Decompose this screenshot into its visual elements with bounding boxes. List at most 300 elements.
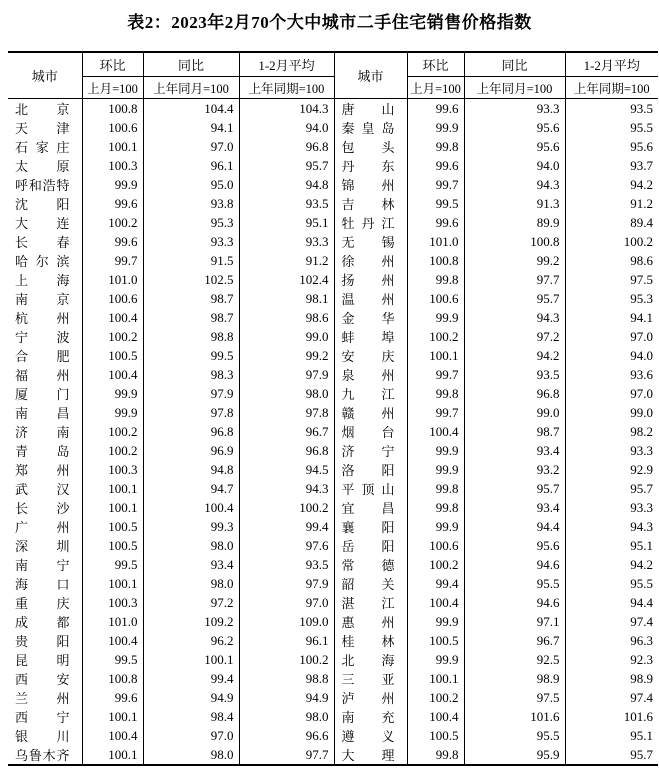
table-row <box>8 384 658 403</box>
city-name: 泉州 <box>334 365 407 384</box>
table-row <box>8 726 658 745</box>
mom-value: 100.6 <box>82 118 143 137</box>
yoy-value: 94.0 <box>464 156 565 175</box>
avg-value: 98.0 <box>239 384 334 403</box>
mom-value: 100.6 <box>82 289 143 308</box>
header-yoy-base-right: 上年同月=100 <box>464 77 565 99</box>
mom-value: 99.9 <box>82 403 143 422</box>
avg-value: 96.8 <box>239 137 334 156</box>
avg-value: 98.9 <box>630 670 653 686</box>
avg-value: 95.6 <box>630 138 653 154</box>
city-name: 唐山 <box>334 99 407 119</box>
avg-value: 99.4 <box>239 517 334 536</box>
mom-value: 100.6 <box>407 289 464 308</box>
mom-value: 100.5 <box>407 631 464 650</box>
avg-value: 93.3 <box>239 232 334 251</box>
avg-value: 95.7 <box>630 746 653 762</box>
avg-value: 94.8 <box>239 175 334 194</box>
yoy-value: 95.7 <box>464 479 565 498</box>
city-name: 大连 <box>8 213 82 232</box>
mom-value: 100.4 <box>82 308 143 327</box>
avg-value: 96.1 <box>239 631 334 650</box>
table-body <box>8 99 658 766</box>
table-row <box>8 422 658 441</box>
yoy-value: 98.0 <box>143 745 239 765</box>
avg-value: 93.5 <box>239 194 334 213</box>
yoy-value: 99.5 <box>143 346 239 365</box>
yoy-value: 98.8 <box>143 327 239 346</box>
avg-value: 95.5 <box>630 575 653 591</box>
avg-value: 97.4 <box>630 613 653 629</box>
table-row <box>8 669 658 688</box>
city-name: 西安 <box>8 669 82 688</box>
yoy-value: 100.8 <box>464 232 565 251</box>
city-name: 兰州 <box>8 688 82 707</box>
yoy-value: 97.2 <box>464 327 565 346</box>
mom-value: 100.2 <box>407 327 464 346</box>
yoy-value: 109.2 <box>143 612 239 631</box>
city-name: 常德 <box>334 555 407 574</box>
mom-value: 100.4 <box>407 707 464 726</box>
yoy-value: 95.9 <box>464 745 565 765</box>
city-name: 天津 <box>8 118 82 137</box>
mom-value: 100.8 <box>407 251 464 270</box>
mom-value: 100.1 <box>82 707 143 726</box>
city-name: 九江 <box>334 384 407 403</box>
city-name: 沈阳 <box>8 194 82 213</box>
city-name: 南昌 <box>8 403 82 422</box>
avg-value: 95.7 <box>239 156 334 175</box>
mom-value: 100.6 <box>407 536 464 555</box>
mom-value: 100.2 <box>407 688 464 707</box>
city-name: 遵义 <box>334 726 407 745</box>
avg-value: 94.0 <box>630 347 653 363</box>
yoy-value: 97.1 <box>464 612 565 631</box>
city-name: 呼和浩特 <box>8 175 82 194</box>
avg-value: 96.7 <box>239 422 334 441</box>
avg-value: 100.2 <box>239 498 334 517</box>
table-row <box>8 175 658 194</box>
city-name: 哈尔滨 <box>8 251 82 270</box>
mom-value: 100.4 <box>82 631 143 650</box>
yoy-value: 97.5 <box>464 688 565 707</box>
city-name: 济宁 <box>334 441 407 460</box>
city-name: 烟台 <box>334 422 407 441</box>
city-name: 蚌埠 <box>334 327 407 346</box>
city-name: 桂林 <box>334 631 407 650</box>
header-mom-base-left: 上月=100 <box>82 77 143 99</box>
yoy-value: 98.3 <box>143 365 239 384</box>
city-name: 太原 <box>8 156 82 175</box>
table-row <box>8 327 658 346</box>
city-name: 郑州 <box>8 460 82 479</box>
avg-value: 94.9 <box>239 688 334 707</box>
city-name: 吉林 <box>334 194 407 213</box>
mom-value: 99.9 <box>407 460 464 479</box>
yoy-value: 100.1 <box>143 650 239 669</box>
mom-value: 99.8 <box>407 498 464 517</box>
mom-value: 99.8 <box>407 137 464 156</box>
mom-value: 100.2 <box>82 441 143 460</box>
city-name: 襄阳 <box>334 517 407 536</box>
mom-value: 99.4 <box>407 574 464 593</box>
city-name: 岳阳 <box>334 536 407 555</box>
city-name: 温州 <box>334 289 407 308</box>
city-name: 长沙 <box>8 498 82 517</box>
table-row <box>8 612 658 631</box>
city-name: 安庆 <box>334 346 407 365</box>
city-name: 合肥 <box>8 346 82 365</box>
avg-value: 97.5 <box>630 271 653 287</box>
table-row <box>8 232 658 251</box>
city-name: 深圳 <box>8 536 82 555</box>
avg-value: 95.5 <box>630 119 653 135</box>
yoy-value: 93.3 <box>464 99 565 119</box>
city-name: 扬州 <box>334 270 407 289</box>
mom-value: 101.0 <box>82 612 143 631</box>
yoy-value: 97.2 <box>143 593 239 612</box>
yoy-value: 97.9 <box>143 384 239 403</box>
city-name: 平顶山 <box>334 479 407 498</box>
header-mom-left: 环比 <box>82 52 143 77</box>
yoy-value: 94.2 <box>464 346 565 365</box>
avg-value: 98.2 <box>630 423 653 439</box>
yoy-value: 95.6 <box>464 536 565 555</box>
avg-value: 94.4 <box>630 594 653 610</box>
table-row <box>8 137 658 156</box>
yoy-value: 95.5 <box>464 726 565 745</box>
header-avg-right: 1-2月平均 <box>565 52 658 77</box>
mom-value: 99.5 <box>407 194 464 213</box>
avg-value: 95.1 <box>630 727 653 743</box>
city-name: 青岛 <box>8 441 82 460</box>
avg-value: 98.8 <box>239 669 334 688</box>
table-row <box>8 555 658 574</box>
mom-value: 99.9 <box>407 118 464 137</box>
yoy-value: 104.4 <box>143 99 239 119</box>
mom-value: 99.6 <box>82 232 143 251</box>
city-name: 北京 <box>8 99 82 119</box>
city-name: 锦州 <box>334 175 407 194</box>
yoy-value: 94.4 <box>464 517 565 536</box>
yoy-value: 98.0 <box>143 536 239 555</box>
city-name: 南京 <box>8 289 82 308</box>
mom-value: 99.7 <box>407 403 464 422</box>
table-row <box>8 270 658 289</box>
mom-value: 100.3 <box>82 156 143 175</box>
avg-value: 99.2 <box>239 346 334 365</box>
city-name: 无锡 <box>334 232 407 251</box>
mom-value: 100.8 <box>82 669 143 688</box>
table-row <box>8 251 658 270</box>
table-row <box>8 517 658 536</box>
city-name: 厦门 <box>8 384 82 403</box>
table-row <box>8 688 658 707</box>
avg-value: 89.4 <box>630 214 653 230</box>
avg-value: 95.1 <box>630 537 653 553</box>
city-name: 石家庄 <box>8 137 82 156</box>
table-row <box>8 707 658 726</box>
yoy-value: 95.0 <box>143 175 239 194</box>
mom-value: 99.6 <box>407 99 464 119</box>
avg-value: 97.7 <box>239 745 334 765</box>
avg-value: 97.0 <box>630 385 653 401</box>
avg-value: 97.6 <box>239 536 334 555</box>
yoy-value: 97.7 <box>464 270 565 289</box>
mom-value: 99.7 <box>82 251 143 270</box>
avg-value: 100.2 <box>623 233 653 249</box>
yoy-value: 95.7 <box>464 289 565 308</box>
mom-value: 101.0 <box>82 270 143 289</box>
mom-value: 100.1 <box>82 479 143 498</box>
avg-value: 97.0 <box>239 593 334 612</box>
mom-value: 99.8 <box>407 745 464 765</box>
avg-value: 99.0 <box>630 404 653 420</box>
yoy-value: 98.7 <box>143 289 239 308</box>
yoy-value: 98.7 <box>464 422 565 441</box>
city-name: 杭州 <box>8 308 82 327</box>
table-row <box>8 479 658 498</box>
yoy-value: 95.3 <box>143 213 239 232</box>
mom-value: 100.3 <box>82 593 143 612</box>
table-header <box>8 52 658 99</box>
mom-value: 100.3 <box>82 460 143 479</box>
city-name: 西宁 <box>8 707 82 726</box>
yoy-value: 97.0 <box>143 726 239 745</box>
avg-value: 93.3 <box>630 442 653 458</box>
avg-value: 92.9 <box>630 461 653 477</box>
yoy-value: 94.6 <box>464 593 565 612</box>
yoy-value: 91.5 <box>143 251 239 270</box>
city-name: 北海 <box>334 650 407 669</box>
table-row <box>8 156 658 175</box>
city-name: 湛江 <box>334 593 407 612</box>
yoy-value: 92.5 <box>464 650 565 669</box>
yoy-value: 93.4 <box>143 555 239 574</box>
avg-value: 96.3 <box>630 632 653 648</box>
yoy-value: 93.5 <box>464 365 565 384</box>
avg-value: 94.1 <box>630 309 653 325</box>
city-name: 泸州 <box>334 688 407 707</box>
yoy-value: 99.2 <box>464 251 565 270</box>
yoy-value: 94.8 <box>143 460 239 479</box>
city-name: 牡丹江 <box>334 213 407 232</box>
avg-value: 97.9 <box>239 365 334 384</box>
header-avg-base-left: 上年同期=100 <box>239 77 334 99</box>
mom-value: 99.5 <box>82 650 143 669</box>
table-row <box>8 194 658 213</box>
avg-value: 92.3 <box>630 651 653 667</box>
table-row <box>8 745 658 765</box>
mom-value: 100.2 <box>407 555 464 574</box>
avg-value: 95.7 <box>630 480 653 496</box>
avg-value: 93.3 <box>630 499 653 515</box>
yoy-value: 94.6 <box>464 555 565 574</box>
mom-value: 99.9 <box>407 517 464 536</box>
yoy-value: 99.4 <box>143 669 239 688</box>
mom-value: 99.9 <box>82 175 143 194</box>
city-name: 三亚 <box>334 669 407 688</box>
table-row <box>8 289 658 308</box>
mom-value: 100.2 <box>82 422 143 441</box>
table-row <box>8 118 658 137</box>
city-name: 乌鲁木齐 <box>8 745 82 765</box>
header-avg-base-right: 上年同期=100 <box>565 77 658 99</box>
header-yoy-right: 同比 <box>464 52 565 77</box>
city-name: 南充 <box>334 707 407 726</box>
table-row <box>8 403 658 422</box>
avg-value: 97.0 <box>630 328 653 344</box>
yoy-value: 98.0 <box>143 574 239 593</box>
mom-value: 101.0 <box>407 232 464 251</box>
avg-value: 99.0 <box>239 327 334 346</box>
table-row <box>8 365 658 384</box>
avg-value: 102.4 <box>239 270 334 289</box>
yoy-value: 96.8 <box>464 384 565 403</box>
header-mom-base-right: 上月=100 <box>407 77 464 99</box>
avg-value: 100.2 <box>239 650 334 669</box>
header-mom-right: 环比 <box>407 52 464 77</box>
table-row <box>8 631 658 650</box>
avg-value: 95.1 <box>239 213 334 232</box>
mom-value: 99.9 <box>407 308 464 327</box>
mom-value: 100.1 <box>82 745 143 765</box>
header-avg-left: 1-2月平均 <box>239 52 334 77</box>
header-yoy-left: 同比 <box>143 52 239 77</box>
mom-value: 100.4 <box>82 726 143 745</box>
yoy-value: 96.8 <box>143 422 239 441</box>
yoy-value: 101.6 <box>464 707 565 726</box>
avg-value: 94.3 <box>239 479 334 498</box>
table-row <box>8 99 658 119</box>
mom-value: 99.9 <box>407 612 464 631</box>
city-name: 武汉 <box>8 479 82 498</box>
avg-value: 98.0 <box>239 707 334 726</box>
yoy-value: 97.0 <box>143 137 239 156</box>
table-row <box>8 498 658 517</box>
mom-value: 100.5 <box>82 517 143 536</box>
mom-value: 100.5 <box>82 536 143 555</box>
mom-value: 100.2 <box>82 327 143 346</box>
yoy-value: 94.1 <box>143 118 239 137</box>
mom-value: 99.6 <box>407 156 464 175</box>
yoy-value: 91.3 <box>464 194 565 213</box>
city-name: 包头 <box>334 137 407 156</box>
yoy-value: 99.3 <box>143 517 239 536</box>
avg-value: 96.6 <box>239 726 334 745</box>
table-row <box>8 308 658 327</box>
city-name: 金华 <box>334 308 407 327</box>
avg-value: 93.5 <box>239 555 334 574</box>
city-name: 重庆 <box>8 593 82 612</box>
yoy-value: 94.3 <box>464 175 565 194</box>
city-name: 福州 <box>8 365 82 384</box>
avg-value: 96.8 <box>239 441 334 460</box>
mom-value: 99.7 <box>407 175 464 194</box>
avg-value: 98.1 <box>239 289 334 308</box>
city-name: 海口 <box>8 574 82 593</box>
city-name: 南宁 <box>8 555 82 574</box>
mom-value: 99.6 <box>407 213 464 232</box>
mom-value: 100.5 <box>82 346 143 365</box>
avg-value: 109.0 <box>239 612 334 631</box>
mom-value: 99.6 <box>82 194 143 213</box>
avg-value: 95.3 <box>630 290 653 306</box>
yoy-value: 94.7 <box>143 479 239 498</box>
mom-value: 100.4 <box>407 593 464 612</box>
city-name: 长春 <box>8 232 82 251</box>
avg-value: 97.8 <box>239 403 334 422</box>
mom-value: 99.7 <box>407 365 464 384</box>
yoy-value: 93.8 <box>143 194 239 213</box>
mom-value: 100.1 <box>407 669 464 688</box>
yoy-value: 95.6 <box>464 118 565 137</box>
city-name: 宁波 <box>8 327 82 346</box>
city-name: 秦皇岛 <box>334 118 407 137</box>
mom-value: 99.9 <box>82 384 143 403</box>
city-name: 韶关 <box>334 574 407 593</box>
yoy-value: 100.4 <box>143 498 239 517</box>
yoy-value: 97.8 <box>143 403 239 422</box>
yoy-value: 93.4 <box>464 441 565 460</box>
city-name: 上海 <box>8 270 82 289</box>
table-row <box>8 536 658 555</box>
yoy-value: 98.4 <box>143 707 239 726</box>
mom-value: 99.8 <box>407 479 464 498</box>
yoy-value: 95.5 <box>464 574 565 593</box>
yoy-value: 93.4 <box>464 498 565 517</box>
avg-value: 93.7 <box>630 157 653 173</box>
avg-value: 104.3 <box>239 99 334 119</box>
yoy-value: 93.2 <box>464 460 565 479</box>
mom-value: 99.9 <box>407 441 464 460</box>
mom-value: 100.4 <box>82 365 143 384</box>
avg-value: 94.2 <box>630 176 653 192</box>
city-name: 徐州 <box>334 251 407 270</box>
city-name: 昆明 <box>8 650 82 669</box>
city-name: 赣州 <box>334 403 407 422</box>
avg-value: 94.0 <box>239 118 334 137</box>
yoy-value: 95.6 <box>464 137 565 156</box>
table-row <box>8 460 658 479</box>
mom-value: 100.2 <box>82 213 143 232</box>
avg-value: 98.6 <box>239 308 334 327</box>
table-row <box>8 346 658 365</box>
table-row <box>8 213 658 232</box>
city-name: 济南 <box>8 422 82 441</box>
yoy-value: 94.9 <box>143 688 239 707</box>
yoy-value: 96.2 <box>143 631 239 650</box>
city-name: 成都 <box>8 612 82 631</box>
price-index-table <box>8 51 658 766</box>
yoy-value: 99.0 <box>464 403 565 422</box>
yoy-value: 96.7 <box>464 631 565 650</box>
city-name: 惠州 <box>334 612 407 631</box>
yoy-value: 93.3 <box>143 232 239 251</box>
mom-value: 100.1 <box>407 346 464 365</box>
avg-value: 94.5 <box>239 460 334 479</box>
yoy-value: 98.9 <box>464 669 565 688</box>
city-name: 宜昌 <box>334 498 407 517</box>
city-name: 洛阳 <box>334 460 407 479</box>
avg-value: 91.2 <box>630 195 653 211</box>
yoy-value: 96.1 <box>143 156 239 175</box>
avg-value: 94.2 <box>630 556 653 572</box>
mom-value: 99.6 <box>82 688 143 707</box>
mom-value: 100.1 <box>82 574 143 593</box>
avg-value: 101.6 <box>623 708 653 724</box>
yoy-value: 98.7 <box>143 308 239 327</box>
